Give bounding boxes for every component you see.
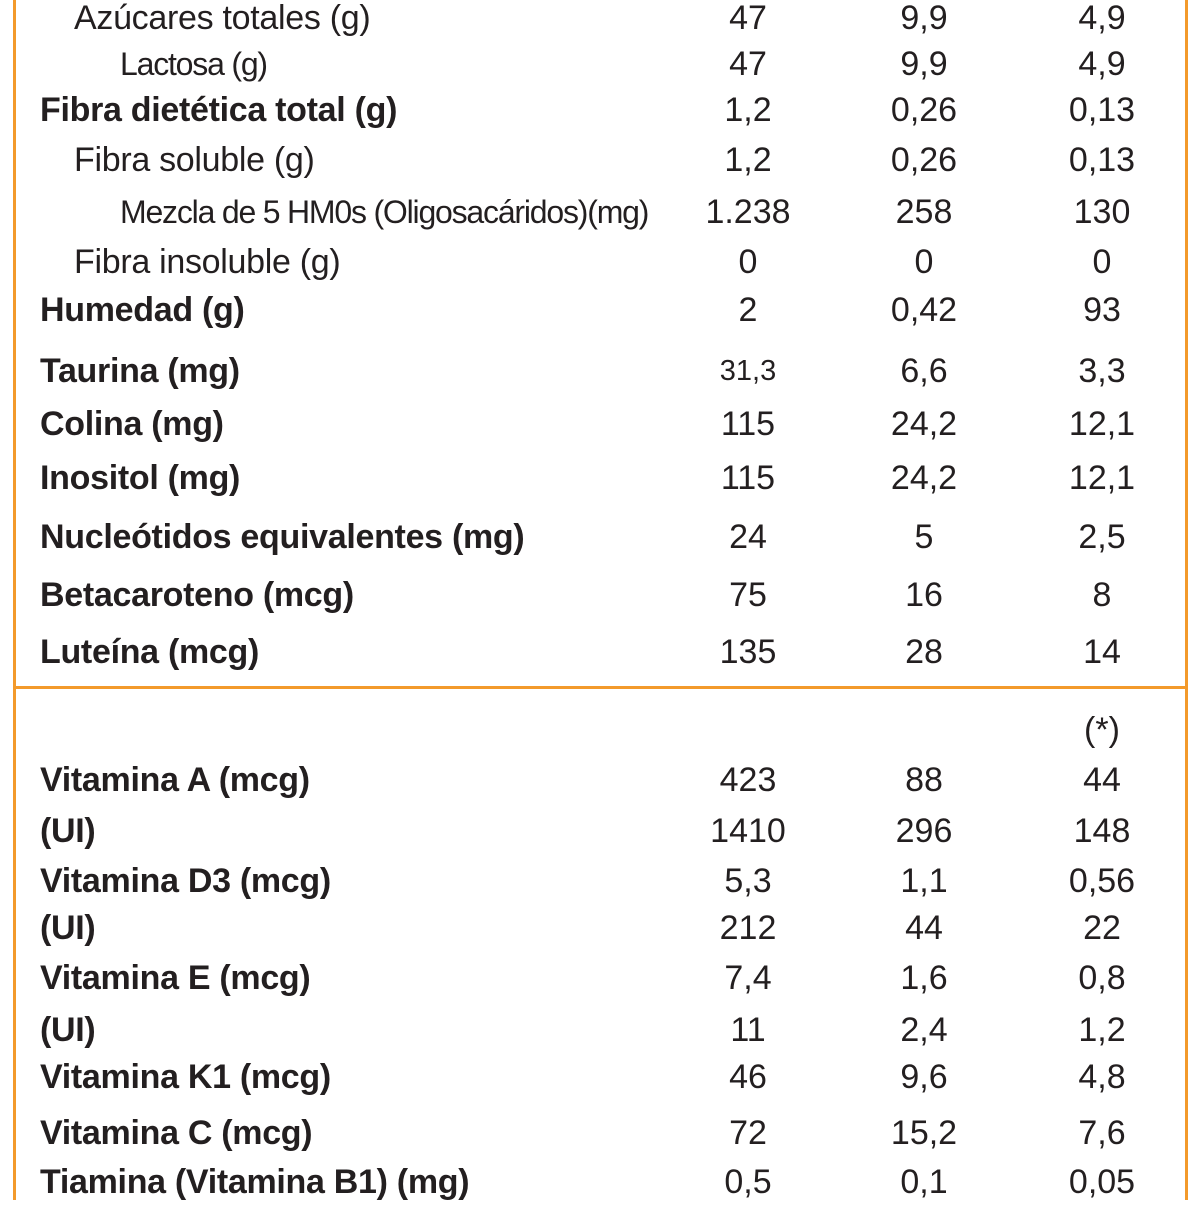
row-label: Colina (mg) <box>40 405 224 443</box>
row-value-col-1: 5,3 <box>724 862 772 900</box>
table-row <box>0 1053 1200 1101</box>
row-value-col-1: 1.238 <box>705 193 791 231</box>
row-value-col-2: 44 <box>905 909 943 947</box>
row-label: Tiamina (Vitamina B1) (mg) <box>40 1163 470 1201</box>
table-row <box>0 954 1200 1002</box>
table-row <box>0 857 1200 905</box>
row-value-col-1: 115 <box>720 459 776 497</box>
row-value-col-2: 0 <box>914 243 934 281</box>
row-value-col-3: 0,13 <box>1068 91 1136 129</box>
table-row <box>0 86 1200 134</box>
table-row <box>0 400 1200 448</box>
row-value-col-1: 1410 <box>710 812 786 850</box>
row-label: Betacaroteno (mcg) <box>40 576 354 614</box>
row-value-col-3: 44 <box>1083 761 1121 799</box>
table-row <box>0 628 1200 676</box>
row-value-col-2: 88 <box>905 761 943 799</box>
table-row <box>0 238 1200 286</box>
row-value-col-3: 130 <box>1073 193 1131 231</box>
row-value-col-1: 75 <box>729 576 767 614</box>
row-label: Fibra soluble (g) <box>74 141 315 179</box>
row-value-col-1: 11 <box>730 1011 766 1049</box>
row-value-col-3: 12,1 <box>1068 459 1136 497</box>
row-value-col-2: 9,9 <box>900 45 948 83</box>
row-value-col-1: 24 <box>729 518 767 556</box>
row-value-col-1: 72 <box>729 1114 767 1152</box>
row-value-col-1: 0,5 <box>724 1163 772 1201</box>
table-row <box>0 136 1200 184</box>
row-value-col-3: 4,8 <box>1078 1058 1126 1096</box>
row-value-col-3: 2,5 <box>1078 518 1126 556</box>
row-label: Taurina (mg) <box>40 352 240 390</box>
row-label: Vitamina K1 (mcg) <box>40 1058 331 1096</box>
row-value-col-3: 22 <box>1083 909 1121 947</box>
row-value-col-3: 0,8 <box>1078 959 1126 997</box>
row-value-col-3: 7,6 <box>1078 1114 1126 1152</box>
table-row <box>0 904 1200 952</box>
row-label: (UI) <box>40 1011 96 1049</box>
section-divider <box>13 686 1188 689</box>
row-value-col-3: 3,3 <box>1078 352 1126 390</box>
row-value-col-1: 1,2 <box>724 141 772 179</box>
row-value-col-3: 0 <box>1092 243 1112 281</box>
row-label: Mezcla de 5 HM0s (Oligosacáridos)(mg) <box>120 194 649 230</box>
row-label: Luteína (mcg) <box>40 633 259 671</box>
row-value-col-1: 212 <box>719 909 777 947</box>
row-value-col-2: 1,6 <box>900 959 948 997</box>
row-value-col-2: 24,2 <box>890 459 958 497</box>
table-row <box>0 513 1200 561</box>
row-label: (UI) <box>40 909 96 947</box>
row-value-col-1: 423 <box>719 761 777 799</box>
table-row <box>0 807 1200 855</box>
row-value-col-2: 9,6 <box>900 1058 948 1096</box>
row-label: Inositol (mg) <box>40 459 241 497</box>
row-label: Fibra dietética total (g) <box>40 91 398 129</box>
row-value-col-1: 2 <box>738 291 758 329</box>
row-value-col-2: 15,2 <box>890 1114 958 1152</box>
row-value-col-2: 0,42 <box>890 291 958 329</box>
row-value-col-3: 8 <box>1092 576 1112 614</box>
table-row <box>0 454 1200 502</box>
row-value-col-2: 296 <box>895 812 953 850</box>
row-label: Vitamina C (mcg) <box>40 1114 313 1152</box>
row-value-col-1: 47 <box>729 0 767 37</box>
row-value-col-3: 4,9 <box>1078 0 1126 37</box>
row-value-col-2: 0,26 <box>890 91 958 129</box>
row-value-col-3: 93 <box>1083 291 1121 329</box>
row-value-col-1: 7,4 <box>724 959 772 997</box>
row-value-col-1: 31,3 <box>719 355 777 387</box>
row-label: (UI) <box>40 812 96 850</box>
row-value-col-1: 1,2 <box>724 91 772 129</box>
footnote-marker: (*) <box>1084 711 1120 749</box>
row-label: Nucleótidos equivalentes (mg) <box>40 518 525 556</box>
row-value-col-3: 4,9 <box>1078 45 1126 83</box>
table-row <box>0 188 1200 236</box>
table-row <box>0 1109 1200 1157</box>
row-value-col-3: 14 <box>1083 633 1121 671</box>
table-row <box>0 286 1200 334</box>
table-row <box>0 1006 1200 1054</box>
row-label: Azúcares totales (g) <box>74 0 371 37</box>
row-value-col-2: 5 <box>914 518 934 556</box>
row-value-col-1: 0 <box>738 243 758 281</box>
row-value-col-2: 6,6 <box>900 352 948 390</box>
row-label: Vitamina D3 (mcg) <box>40 862 331 900</box>
row-value-col-1: 46 <box>729 1058 767 1096</box>
table-row <box>0 0 1200 42</box>
table-row <box>0 571 1200 619</box>
row-value-col-3: 148 <box>1073 812 1131 850</box>
row-value-col-2: 9,9 <box>900 0 948 37</box>
row-value-col-1: 47 <box>729 45 767 83</box>
row-label: Lactosa (g) <box>120 46 267 82</box>
row-label: Humedad (g) <box>40 291 245 329</box>
row-value-col-2: 2,4 <box>900 1011 948 1049</box>
row-value-col-2: 1,1 <box>900 862 948 900</box>
row-value-col-2: 0,26 <box>890 141 958 179</box>
row-value-col-2: 28 <box>905 633 943 671</box>
row-value-col-3: 12,1 <box>1068 405 1136 443</box>
row-value-col-2: 16 <box>905 576 943 614</box>
row-value-col-3: 0,13 <box>1068 141 1136 179</box>
row-value-col-2: 0,1 <box>900 1163 948 1201</box>
row-label: Fibra insoluble (g) <box>74 243 341 281</box>
row-label: Vitamina A (mcg) <box>40 761 310 799</box>
table-row <box>0 347 1200 395</box>
row-value-col-3: 1,2 <box>1078 1011 1126 1049</box>
row-value-col-3: 0,56 <box>1068 862 1136 900</box>
row-value-col-2: 24,2 <box>890 405 958 443</box>
table-row <box>0 756 1200 804</box>
row-label: Vitamina E (mcg) <box>40 959 311 997</box>
row-value-col-3: 0,05 <box>1068 1163 1136 1201</box>
row-value-col-1: 115 <box>720 405 776 443</box>
table-row <box>0 1158 1200 1206</box>
row-value-col-1: 135 <box>719 633 777 671</box>
row-value-col-2: 258 <box>895 193 953 231</box>
table-row <box>0 40 1200 88</box>
